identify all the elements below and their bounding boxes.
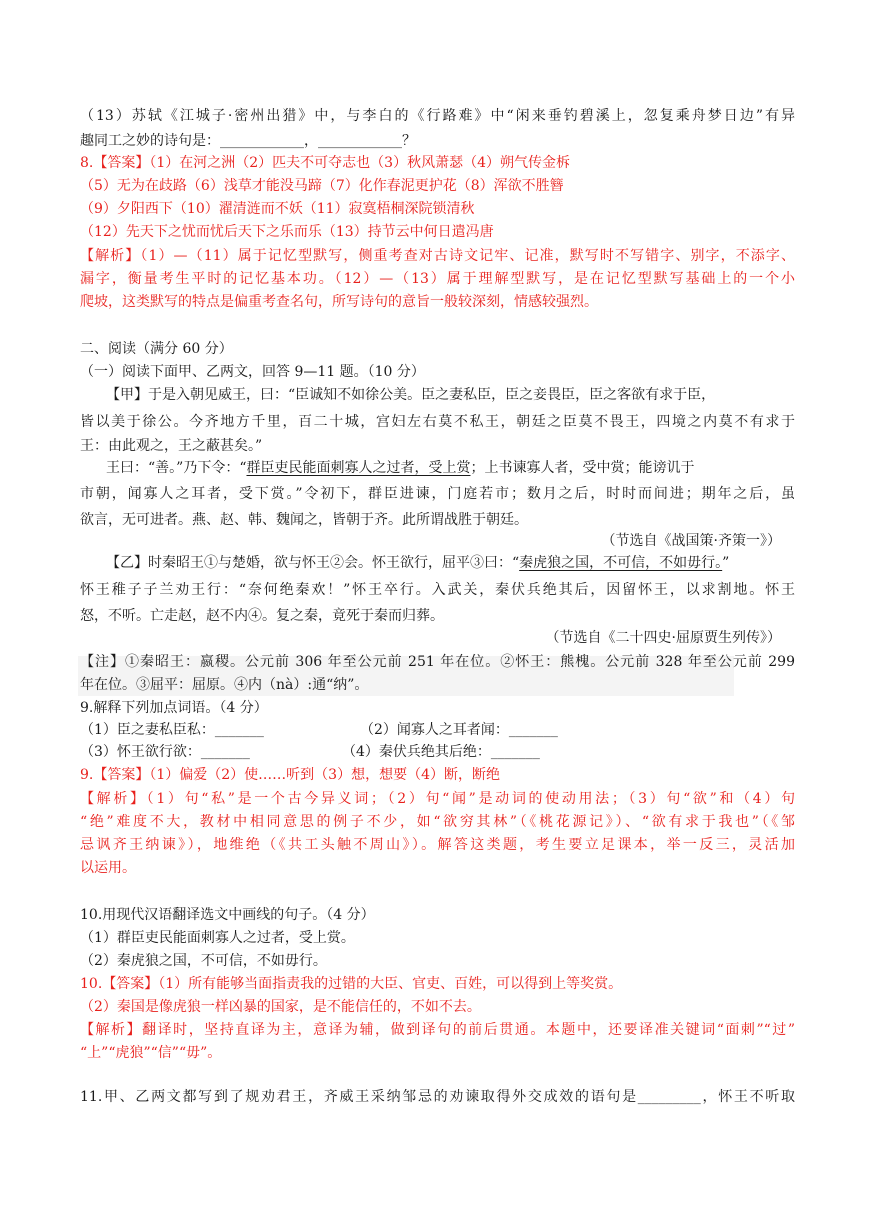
q9-item3: （3）怀王欲行欲：_______ xyxy=(80,744,250,760)
q10-answer2: （2）秦国是像虎狼一样凶暴的国家，是不能信任的，不如不去。 xyxy=(80,999,481,1015)
q9-analysis-line1: 【解析】（1）句“私”是一个古今异义词；（2）句“闻”是动词的使动用法；（3）句“欲”和（4）句 xyxy=(80,791,795,807)
q10-analysis-line1: 【解析】翻译时，坚持直译为主，意译为辅，做到译句的前后贯通。本题中，还要译准关键词“面刺”“过” xyxy=(80,1022,795,1038)
analysis8-line1: 【解析】（1）—（11）属于记忆型默写，侧重考查对古诗文记牢、记准，默写时不写错字、别字，不添字、 xyxy=(80,248,795,264)
jia-para2-line2: 市朝，闻寡人之耳者，受下赏。”令初下，群臣进谏，门庭若市；数月之后，时时而间进；期年之后，虽 xyxy=(80,486,795,502)
q9-item4: （4）秦伏兵绝其后绝：_______ xyxy=(342,744,540,760)
q9-item1: （1）臣之妻私臣私：_______ xyxy=(80,722,264,738)
analysis8-line3: 爬坡，这类默写的特点是偏重考查名句，所写诗句的意旨一般较深刻，情感较强烈。 xyxy=(80,294,598,310)
q9-analysis-line4: 以运用。 xyxy=(80,860,136,876)
yi-para-line1: 【乙】时秦昭王①与楚婚，欲与怀王②会。怀王欲行，屈平③曰：“秦虎狼之国，不可信，不如毋行。” xyxy=(106,555,730,571)
q9-analysis-line3: 忌讽齐王纳谏》），地维绝（《共工头触不周山》）。解答这类题，考生要立足课本，举一反三，灵活加 xyxy=(80,837,795,853)
q10-sentence2: （2）秦虎狼之国，不可信，不如毋行。 xyxy=(80,953,327,969)
answer8-line1: 8.【答案】（1）在河之洲（2）匹夫不可夺志也（3）秋风萧瑟（4）朔气传金柝 xyxy=(80,155,570,171)
section-subtitle: （一）阅读下面甲、乙两文，回答 9—11 题。（10 分） xyxy=(80,364,425,380)
q10-analysis-line2: “上”“虎狼”“信”“毋”。 xyxy=(80,1045,222,1061)
analysis8-line2: 漏字，衡量考生平时的记忆基本功。（12）—（13）属于理解型默写，是在记忆型默写基础上的一个小 xyxy=(80,271,795,287)
q13-line1: （13）苏轼《江城子·密州出猎》中，与李白的《行路难》中“闲来垂钓碧溪上，忽复乘舟梦日边”有异 xyxy=(80,108,795,124)
q10-title: 10.用现代汉语翻译选文中画线的句子。（4 分） xyxy=(80,907,375,923)
jia-para1-line3: 王：由此观之，王之蔽甚矣。” xyxy=(80,438,263,454)
q9-title: 9.解释下列加点词语。（4 分） xyxy=(80,700,268,716)
q10-answer1: 10.【答案】（1）所有能够当面指责我的过错的大臣、官吏、百姓，可以得到上等奖赏。 xyxy=(80,976,623,992)
underlined-sentence-1: 群臣吏民能面刺寡人之过者，受上赏 xyxy=(246,460,471,476)
section-title: 二、阅读（满分 60 分） xyxy=(80,341,233,357)
yi-source: （节选自《二十四史·屈原贾生列传》） xyxy=(545,630,781,646)
jia-para2-line1: 王曰：“善。”乃下令：“群臣吏民能面刺寡人之过者，受上赏；上书谏寡人者，受中赏；能谤讥于 xyxy=(106,460,695,476)
q9-item2: （2）闻寡人之耳者闻：_______ xyxy=(360,722,558,738)
q13-line2: 趣同工之妙的诗句是：____________，____________？ xyxy=(80,133,416,149)
q9-analysis-line2: “绝”难度不大，教材中相同意思的例子不少，如“欲穷其林”（《桃花源记》）、“欲有求于我也”（《邹 xyxy=(80,814,795,830)
answer8-line3: （9）夕阳西下（10）濯清涟而不妖（11）寂寞梧桐深院锁清秋 xyxy=(80,201,475,217)
note-line2: 年在位。③屈平：屈原。④内（nà）:通“纳”。 xyxy=(80,677,369,693)
answer8-line2: （5）无为在歧路（6）浅草才能没马蹄（7）化作春泥更护花（8）浑欲不胜簪 xyxy=(80,178,564,194)
answer8-line4: （12）先天下之忧而忧后天下之乐而乐（13）持节云中何日遣冯唐 xyxy=(80,224,494,240)
jia-source: （节选自《战国策·齐策一》） xyxy=(601,533,781,549)
jia-para2-line3: 欲言，无可进者。燕、赵、韩、魏闻之，皆朝于齐。此所谓战胜于朝廷。 xyxy=(80,512,528,528)
q10-sentence1: （1）群臣吏民能面刺寡人之过者，受上赏。 xyxy=(80,930,355,946)
jia-para1-line1: 【甲】于是入朝见威王，曰：“臣诚知不如徐公美。臣之妻私臣，臣之妾畏臣，臣之客欲有求于臣， xyxy=(106,387,716,403)
yi-para-line2: 怀王稚子子兰劝王行：“奈何绝秦欢！”怀王卒行。入武关，秦伏兵绝其后，因留怀王，以求割地。怀王 xyxy=(80,582,795,598)
note-line1: 【注】①秦昭王：嬴稷。公元前 306 年至公元前 251 年在位。②怀王：熊槐。公元前 328 年至公元前 299 xyxy=(80,654,795,670)
jia-para1-line2: 皆以美于徐公。今齐地方千里，百二十城，宫妇左右莫不私王，朝廷之臣莫不畏王，四境之内莫不有求于 xyxy=(80,414,795,430)
yi-para-line3: 怒，不听。亡走赵，赵不内④。复之秦，竟死于秦而归葬。 xyxy=(80,608,444,624)
q11-line: 11.甲、乙两文都写到了规劝君王，齐威王采纳邹忌的劝谏取得外交成效的语句是_________，怀王不听取 xyxy=(80,1089,795,1105)
underlined-sentence-2: 秦虎狼之国，不可信，不如毋行。 xyxy=(519,555,723,571)
q9-answer: 9.【答案】（1）偏爱（2）使……听到（3）想，想要（4）断，断绝 xyxy=(80,767,500,783)
